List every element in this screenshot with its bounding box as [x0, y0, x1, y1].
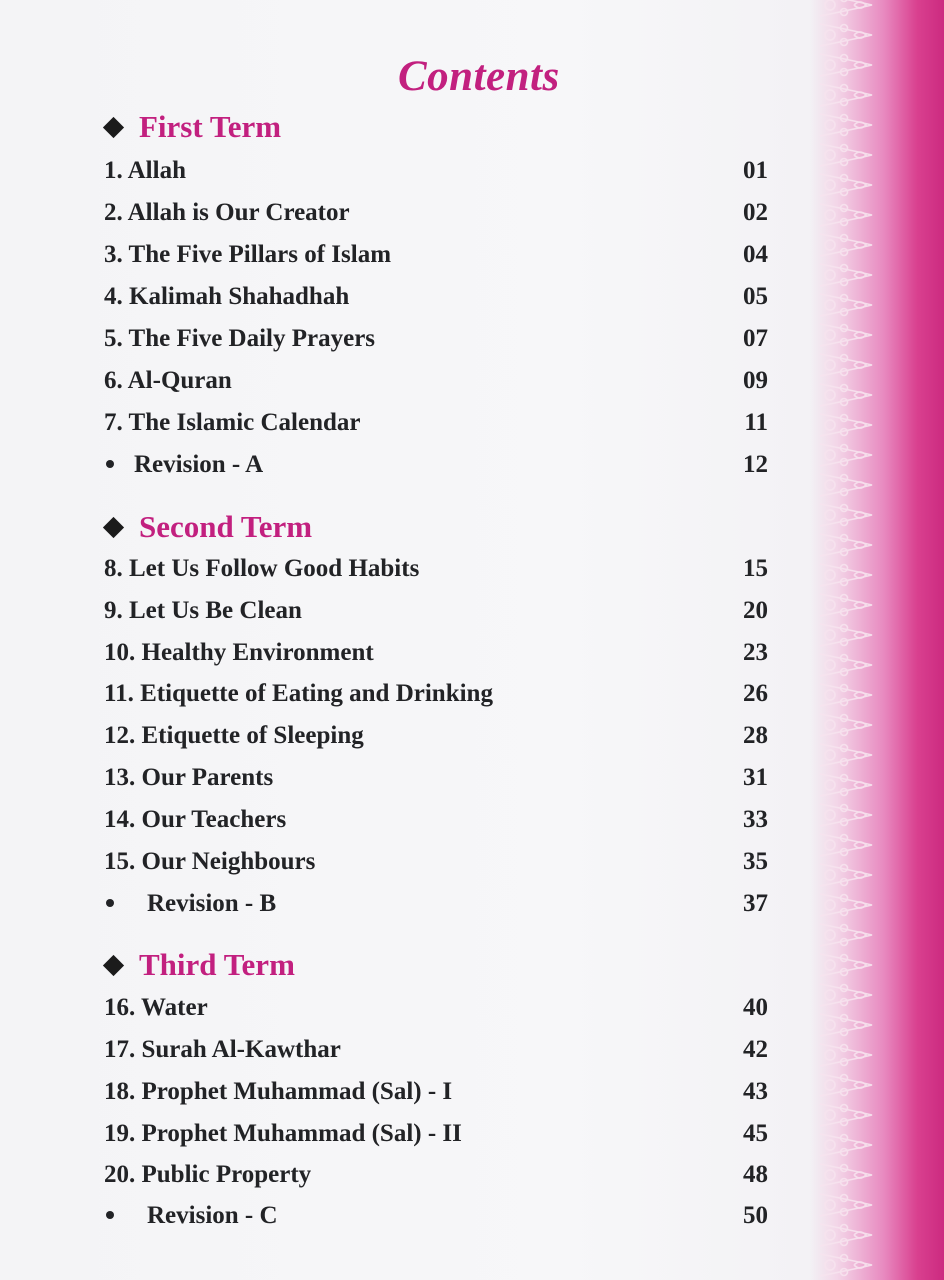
- entry-label: [104, 451, 263, 479]
- ornament-motif: [820, 504, 872, 526]
- ornament-motif: [820, 924, 872, 946]
- page-title: Contents: [398, 53, 560, 100]
- toc-entry-revision: [104, 447, 768, 483]
- diamond-icon: [103, 954, 124, 975]
- toc-entry-revision: [104, 1198, 768, 1234]
- diamond-icon: [103, 116, 124, 137]
- entry-label: 14. Our Teachers: [104, 806, 287, 833]
- entry-page-number: 26: [743, 680, 768, 707]
- toc-entry: [104, 802, 768, 838]
- entry-label: 4. Kalimah Shahadhah: [104, 283, 350, 310]
- ornament-motif: [820, 234, 872, 256]
- toc-entry: [104, 1074, 768, 1110]
- ornament-motif: [820, 564, 872, 586]
- bullet-icon: [106, 460, 114, 468]
- ornament-motif: [820, 984, 872, 1006]
- ornament-motif: [820, 54, 872, 76]
- ornamental-border: [810, 0, 944, 1280]
- ornament-motif: [820, 894, 872, 916]
- toc-entry: [104, 405, 768, 441]
- toc-entry: [104, 593, 768, 629]
- ornament-motif: [820, 144, 872, 166]
- entry-label: 10. Healthy Environment: [104, 639, 374, 666]
- entry-page-number: 02: [743, 199, 768, 226]
- entry-page-number: 40: [743, 994, 768, 1021]
- ornament-motif: [820, 24, 872, 46]
- toc-entry: [104, 676, 768, 712]
- ornament-motif: [820, 1194, 872, 1216]
- toc-entry: [104, 990, 768, 1026]
- entry-page-number: 33: [743, 806, 768, 833]
- entry-label: 11. Etiquette of Eating and Drinking: [104, 680, 493, 707]
- ornament-motif: [820, 294, 872, 316]
- ornament-motif: [820, 354, 872, 376]
- toc-entry: [104, 844, 768, 880]
- ornament-motif: [820, 1074, 872, 1096]
- ornament-motif: [820, 414, 872, 436]
- scroll-ornament-icon: [810, 0, 944, 1280]
- section-label: Second Term: [139, 509, 313, 544]
- section-heading-second-term: [104, 507, 312, 547]
- ornament-motif: [820, 204, 872, 226]
- entry-label: 19. Prophet Muhammad (Sal) - II: [104, 1120, 462, 1147]
- ornament-motif: [820, 714, 872, 736]
- entry-page-number: 15: [743, 555, 768, 582]
- entry-page-number: 01: [743, 157, 768, 184]
- toc-entry: [104, 551, 768, 587]
- section-heading-third-term: [104, 945, 295, 985]
- ornament-motif: [820, 804, 872, 826]
- entry-label: [104, 890, 276, 918]
- ornament-motif: [820, 1224, 872, 1246]
- ornament-motif: [820, 624, 872, 646]
- ornament-motif: [820, 834, 872, 856]
- toc-entry: [104, 153, 768, 189]
- entry-label: 2. Allah is Our Creator: [104, 199, 350, 226]
- entry-page-number: 04: [743, 241, 768, 268]
- entry-page-number: 23: [743, 639, 768, 666]
- entry-label: 12. Etiquette of Sleeping: [104, 722, 364, 749]
- toc-entry: [104, 1157, 768, 1193]
- ornament-motif: [820, 264, 872, 286]
- entry-label: [104, 1202, 278, 1230]
- toc-entry: [104, 718, 768, 754]
- revision-label: Revision - C: [147, 1202, 278, 1229]
- ornament-motif: [820, 174, 872, 196]
- entry-label: 13. Our Parents: [104, 764, 274, 791]
- entry-label: 17. Surah Al-Kawthar: [104, 1036, 341, 1063]
- entry-label: 20. Public Property: [104, 1161, 312, 1188]
- bullet-icon: [106, 899, 114, 907]
- entry-label: 3. The Five Pillars of Islam: [104, 241, 392, 268]
- entry-label: 9. Let Us Be Clean: [104, 597, 302, 624]
- ornament-motif: [820, 1014, 872, 1036]
- ornament-motif: [820, 0, 872, 16]
- ornament-motif: [820, 114, 872, 136]
- diamond-icon: [103, 516, 124, 537]
- ornament-motif: [820, 654, 872, 676]
- toc-entry: [104, 635, 768, 671]
- toc-entry-revision: [104, 886, 768, 922]
- entry-page-number: 45: [743, 1120, 768, 1147]
- entry-label: 7. The Islamic Calendar: [104, 409, 361, 436]
- ornament-motif: [820, 684, 872, 706]
- ornament-motif: [820, 864, 872, 886]
- entry-label: 16. Water: [104, 994, 208, 1021]
- ornament-motif: [820, 594, 872, 616]
- ornament-motif: [820, 384, 872, 406]
- toc-entry: [104, 760, 768, 796]
- ornament-motif: [820, 1254, 872, 1276]
- ornament-motif: [820, 1104, 872, 1126]
- ornament-motif: [820, 84, 872, 106]
- entry-label: 8. Let Us Follow Good Habits: [104, 555, 420, 582]
- entry-label: 1. Allah: [104, 157, 186, 184]
- revision-label: Revision - A: [134, 451, 264, 478]
- entry-page-number: 37: [743, 890, 768, 917]
- toc-entry: [104, 279, 768, 315]
- entry-page-number: 42: [743, 1036, 768, 1063]
- ornament-motif: [820, 324, 872, 346]
- toc-entry: [104, 237, 768, 273]
- toc-entry: [104, 1032, 768, 1068]
- revision-label: Revision - B: [147, 890, 277, 917]
- bullet-icon: [106, 1211, 114, 1219]
- section-label: First Term: [139, 109, 282, 144]
- ornament-motif: [820, 744, 872, 766]
- entry-page-number: 09: [743, 367, 768, 394]
- toc-entry: [104, 363, 768, 399]
- entry-page-number: 20: [743, 597, 768, 624]
- ornament-motif: [820, 1164, 872, 1186]
- entry-page-number: 11: [744, 409, 768, 436]
- ornament-motif: [820, 534, 872, 556]
- ornament-motif: [820, 474, 872, 496]
- section-label: Third Term: [139, 947, 295, 982]
- entry-label: 6. Al-Quran: [104, 367, 232, 394]
- ornament-motif: [820, 954, 872, 976]
- entry-page-number: 48: [743, 1161, 768, 1188]
- entry-page-number: 43: [743, 1078, 768, 1105]
- entry-label: 18. Prophet Muhammad (Sal) - I: [104, 1078, 453, 1105]
- toc-entry: [104, 1116, 768, 1152]
- toc-entry: [104, 195, 768, 231]
- entry-page-number: 05: [743, 283, 768, 310]
- ornament-motif: [820, 1044, 872, 1066]
- entry-page-number: 35: [743, 848, 768, 875]
- ornament-motif: [820, 774, 872, 796]
- entry-page-number: 12: [743, 451, 768, 478]
- ornament-motif: [820, 1134, 872, 1156]
- entry-page-number: 28: [743, 722, 768, 749]
- entry-page-number: 50: [743, 1202, 768, 1229]
- toc-entry: [104, 321, 768, 357]
- entry-label: 5. The Five Daily Prayers: [104, 325, 376, 352]
- entry-label: 15. Our Neighbours: [104, 848, 316, 875]
- section-heading-first-term: [104, 107, 281, 147]
- ornament-motif: [820, 444, 872, 466]
- entry-page-number: 31: [743, 764, 768, 791]
- entry-page-number: 07: [743, 325, 768, 352]
